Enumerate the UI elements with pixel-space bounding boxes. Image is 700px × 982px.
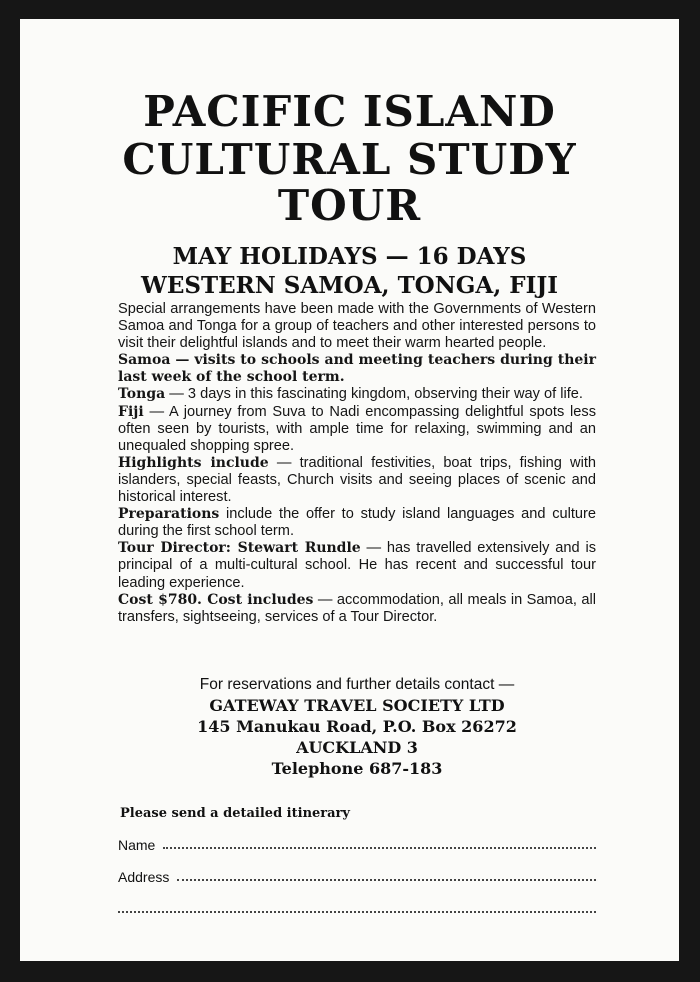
director-paragraph bbox=[118, 540, 596, 591]
fiji-text: — A journey from Suva to Nadi encompassing delightful spots less often seen by tourists, with ample time for relaxing, swimming and an unequaled shopping spree. bbox=[118, 403, 596, 454]
address-line[interactable] bbox=[177, 879, 596, 881]
company-city: AUCKLAND 3 bbox=[296, 738, 418, 757]
title-line-3: TOUR bbox=[277, 181, 422, 230]
advertisement bbox=[20, 19, 679, 961]
form-title: Please send a detailed itinerary bbox=[120, 806, 350, 821]
subheading-dates: MAY HOLIDAYS — 16 DAYS bbox=[172, 243, 527, 270]
fiji-paragraph bbox=[118, 404, 596, 455]
samoa-paragraph bbox=[118, 352, 596, 386]
title-line-1: PACIFIC ISLAND bbox=[143, 87, 556, 136]
highlights-label: Highlights include bbox=[118, 454, 269, 471]
samoa-text: Samoa — visits to schools and meeting teachers during their last week of the school term. bbox=[118, 352, 596, 386]
director-text: — has travelled extensively and is principal of a multi-cultural school. He has recent and successful tour leading experience. bbox=[118, 540, 596, 591]
tonga-paragraph bbox=[118, 386, 596, 403]
preparations-paragraph bbox=[118, 506, 596, 540]
director-label: Tour Director: Stewart Rundle bbox=[118, 540, 361, 557]
name-line[interactable] bbox=[163, 847, 596, 849]
subheading-destinations: WESTERN SAMOA, TONGA, FIJI bbox=[141, 272, 558, 299]
contact-lead: For reservations and further details contact — bbox=[199, 676, 515, 693]
company-address: 145 Manukau Road, P.O. Box 26272 bbox=[197, 717, 517, 736]
address-field-2[interactable] bbox=[118, 897, 596, 917]
preparations-label: Preparations bbox=[118, 506, 220, 523]
highlights-paragraph bbox=[118, 455, 596, 506]
cost-paragraph bbox=[118, 592, 596, 626]
company-name: GATEWAY TRAVEL SOCIETY LTD bbox=[209, 696, 505, 715]
company-phone: Telephone 687-183 bbox=[271, 759, 443, 778]
cost-text: — accommodation, all meals in Samoa, all transfers, sightseeing, services of a Tour Director. bbox=[118, 591, 596, 625]
name-field[interactable] bbox=[118, 833, 596, 853]
preparations-text: include the offer to study island languages and culture during the first school term. bbox=[118, 506, 596, 540]
name-label: Name bbox=[118, 837, 156, 853]
fiji-label: Fiji bbox=[118, 403, 144, 420]
cost-label: Cost $780. Cost includes bbox=[118, 591, 314, 608]
address-label: Address bbox=[118, 869, 170, 885]
address-line-2[interactable] bbox=[118, 911, 596, 913]
body-text bbox=[118, 301, 596, 626]
contact-block bbox=[118, 674, 596, 779]
highlights-text: — traditional festivities, boat trips, fishing with islanders, special feasts, Church visits and seeing places of scenic and historical interest. bbox=[118, 454, 596, 506]
tonga-label: Tonga bbox=[118, 386, 166, 403]
address-field[interactable] bbox=[118, 865, 596, 885]
intro-paragraph: Special arrangements have been made with the Governments of Western Samoa and Tonga for a group of teachers and other interested persons to visit their delightful islands and to meet their warm hearted people. bbox=[118, 301, 596, 352]
tonga-text: — 3 days in this fascinating kingdom, observing their way of life. bbox=[165, 386, 583, 403]
title-line-2: CULTURAL STUDY bbox=[122, 135, 577, 184]
